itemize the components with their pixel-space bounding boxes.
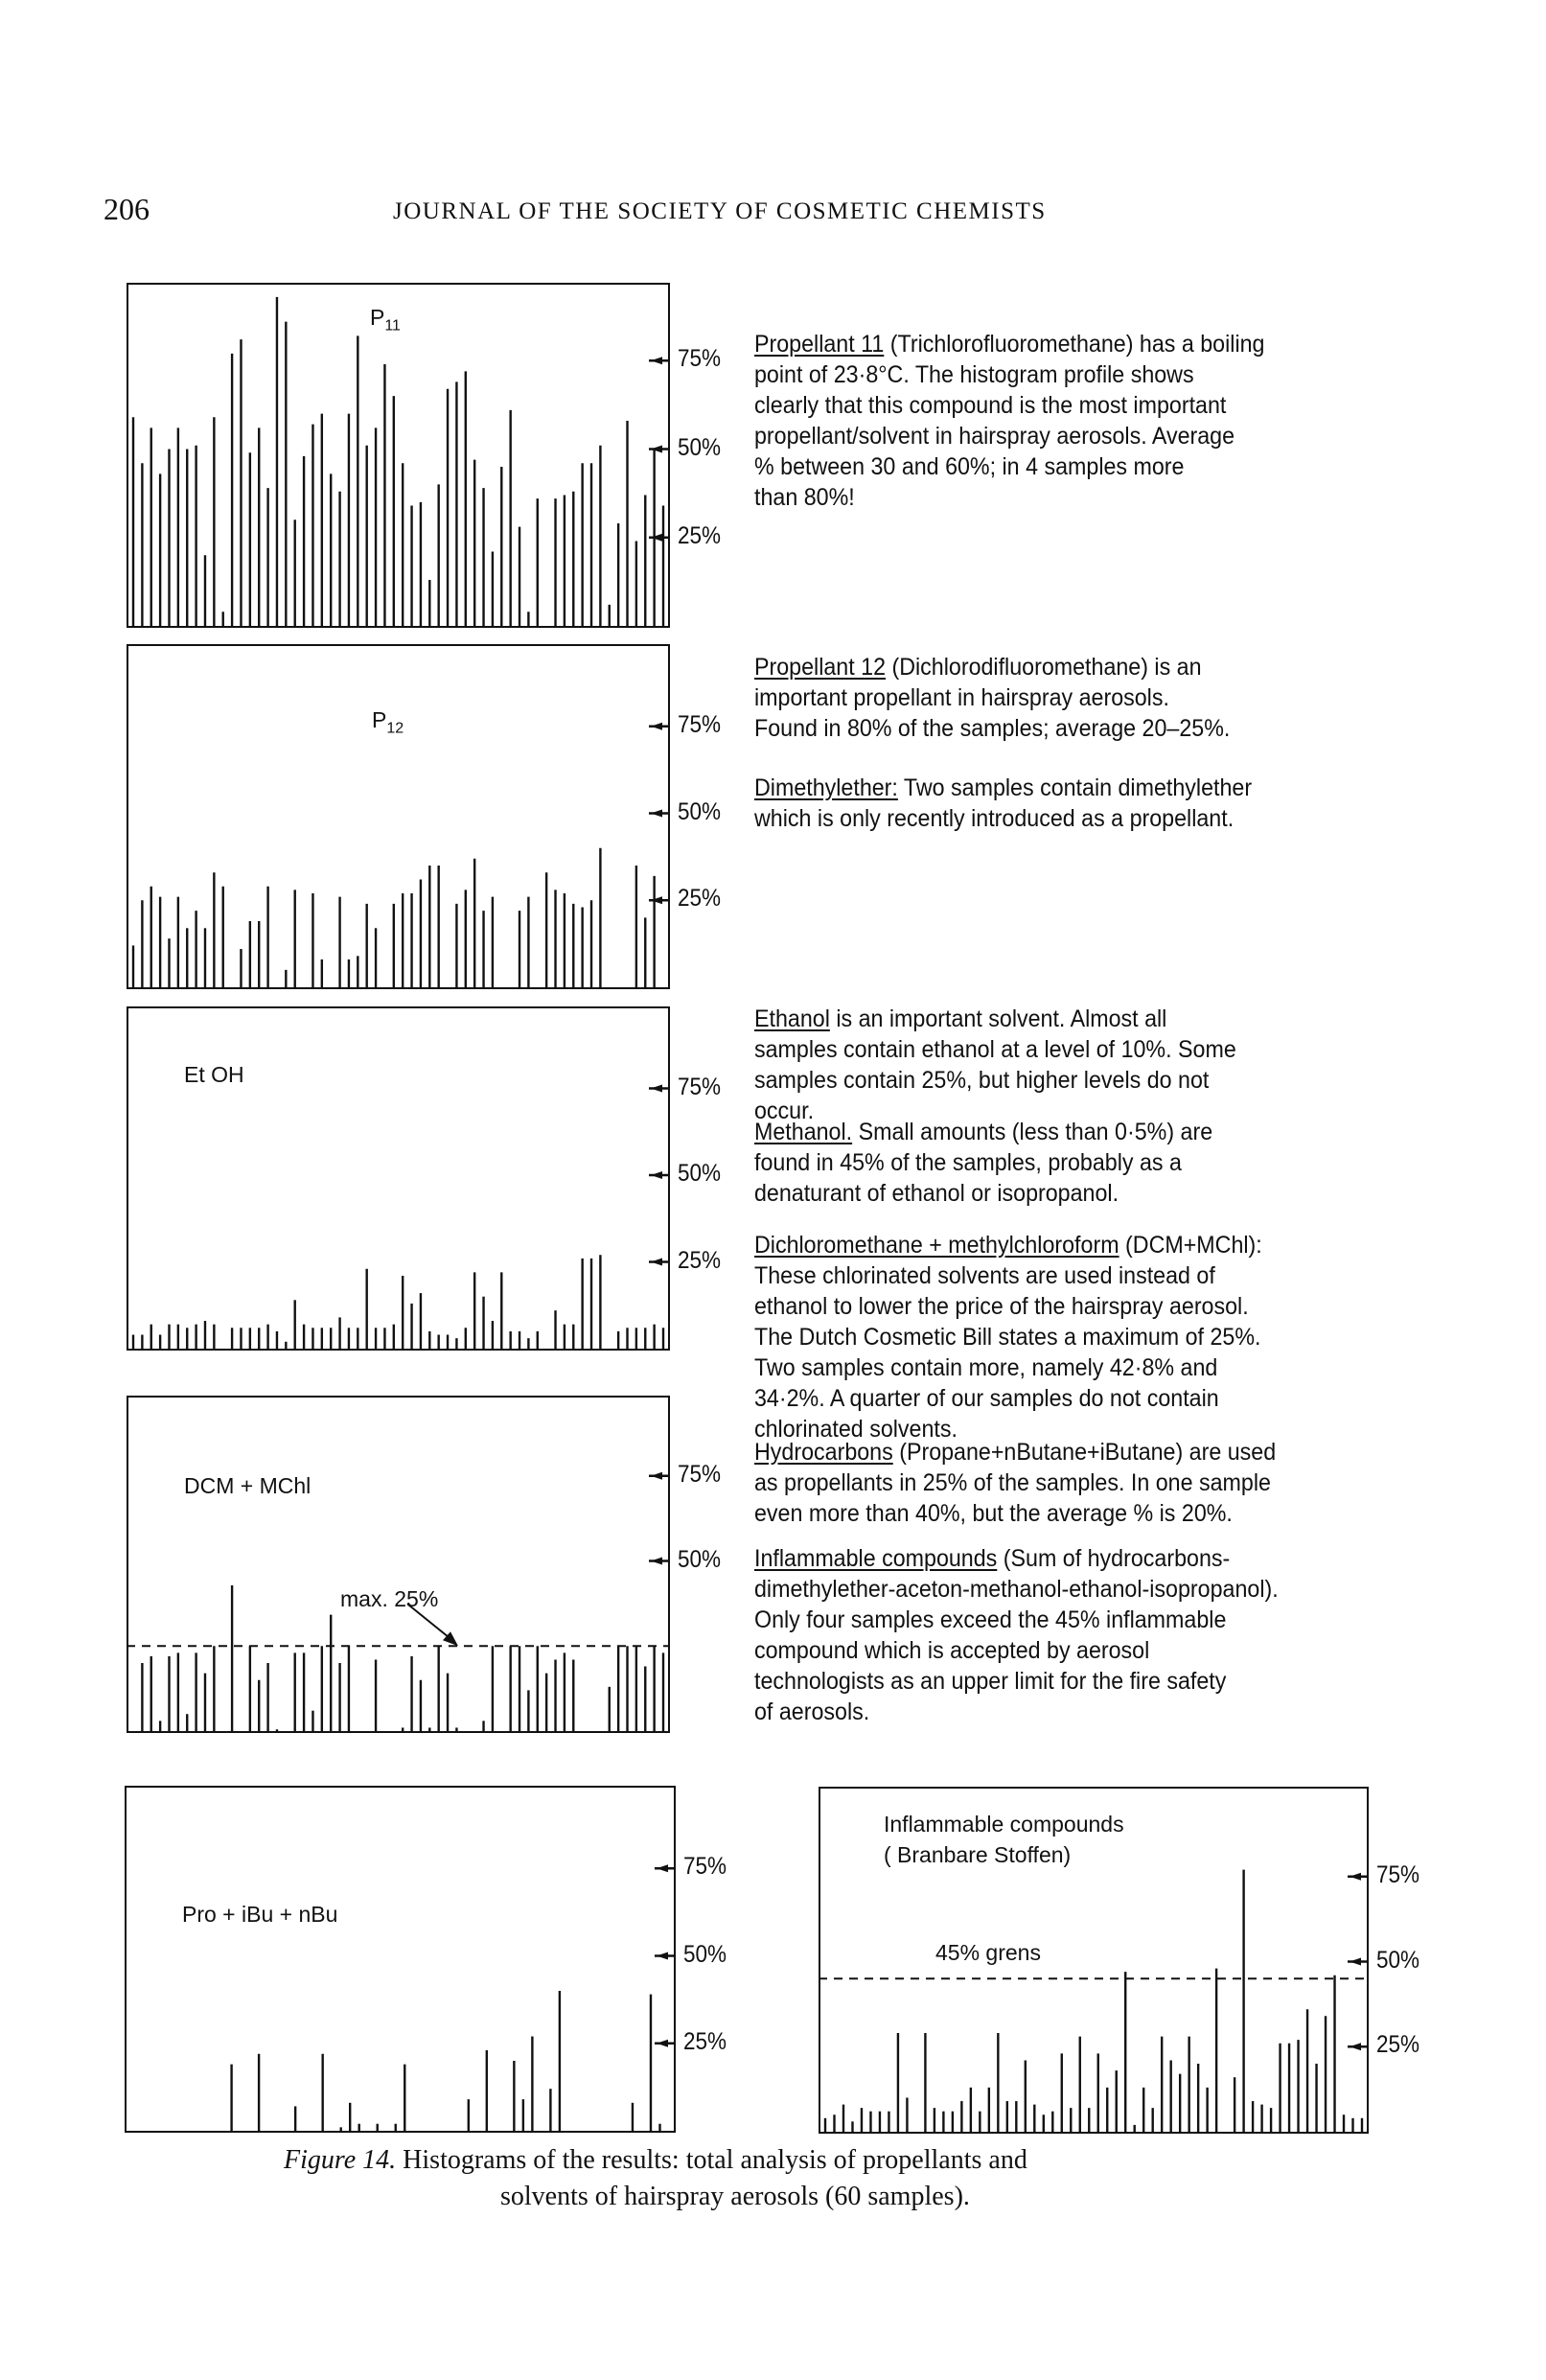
histogram-panel [127,644,670,989]
paragraph-line: point of 23·8°C. The histogram profile shows [754,361,1194,388]
paragraph-line: compound which is accepted by aerosol [754,1637,1150,1664]
tick-label: 25% [1376,2031,1420,2059]
tick-label: 50% [678,1160,722,1187]
paragraph-text: (Trichlorofluoromethane) has a boiling [884,331,1265,358]
paragraph-line: denaturant of ethanol or isopropanol. [754,1180,1119,1207]
text-paragraph [754,329,1264,513]
paragraph-line: clearly that this compound is the most important [754,392,1227,419]
tick-label: 25% [678,885,722,913]
tick-label: 25% [678,521,722,549]
paragraph-line: Only four samples exceed the 45% inflammable [754,1606,1227,1633]
paragraph-line [754,652,1230,682]
reference-line-label: max. 25% [340,1586,439,1612]
paragraph-line: of aerosols. [754,1698,870,1725]
panel-title [184,1473,311,1499]
tick-label: 75% [678,710,722,738]
tick-label: 25% [683,2027,727,2055]
panel-title [182,1902,337,1928]
paragraph-line: propellant/solvent in hairspray aerosols. Average [754,423,1235,450]
text-paragraph [754,1543,1279,1727]
figure-caption-line-1 [284,2145,1027,2176]
paragraph-text: (DCM+MChl): [1119,1232,1262,1259]
paragraph-line: technologists as an upper limit for the fire safety [754,1668,1227,1695]
paragraph-lead-term: Dichloromethane + methylchloroform [754,1232,1119,1259]
tick-label: 50% [678,1545,722,1573]
journal-title: JOURNAL OF THE SOCIETY OF COSMETIC CHEMISTS [393,198,1047,224]
histogram-panel [819,1787,1369,2134]
paragraph-line: samples contain 25%, but higher levels do not [754,1067,1210,1094]
paragraph-line [754,1437,1276,1467]
text-paragraph [754,1437,1276,1529]
text-paragraph [754,1004,1236,1126]
paragraph-line [754,1117,1212,1147]
paragraph-lead-term: Methanol. [754,1119,853,1145]
paragraph-text: Small amounts (less than 0·5%) are [852,1119,1213,1145]
paragraph-line: found in 45% of the samples, probably as a [754,1149,1182,1176]
paragraph-line: These chlorinated solvents are used instead of [754,1262,1215,1289]
paragraph-line: which is only recently introduced as a propellant. [754,805,1234,832]
histogram-panel [125,1786,676,2133]
tick-label: 75% [1376,1860,1420,1888]
panel-title-subscript: 12 [386,720,404,737]
panel-title-text: Inflammable compounds [884,1812,1124,1837]
text-paragraph [754,652,1230,744]
paragraph-line [754,1004,1236,1034]
paragraph-lead-term: Inflammable compounds [754,1545,998,1572]
tick-label: 50% [1376,1946,1420,1974]
paragraph-lead-term: Dimethylether: [754,774,898,801]
paragraph-line: as propellants in 25% of the samples. In one sample [754,1469,1271,1496]
paragraph-line: samples contain ethanol at a level of 10%. Some [754,1036,1236,1063]
paragraph-text: (Dichlorodifluoromethane) is an [886,654,1202,681]
paragraph-line: The Dutch Cosmetic Bill states a maximum of 25%. [754,1324,1261,1351]
paragraph-lead-term: Ethanol [754,1005,830,1032]
panel-title-text: DCM + MChl [184,1473,312,1498]
tick-label: 75% [678,345,722,373]
paragraph-line [754,1230,1262,1260]
figure-label: Figure 14. [284,2145,397,2175]
panel-subtitle: ( Branbare Stoffen) [884,1842,1072,1867]
paragraph-line: chlorinated solvents. [754,1416,958,1443]
paragraph-line: Found in 80% of the samples; average 20–25%. [754,715,1231,742]
paragraph-text: (Propane+nButane+iButane) are used [892,1439,1277,1466]
panel-title-subscript: 11 [384,317,401,335]
paragraph-line: Two samples contain more, namely 42·8% and [754,1354,1218,1381]
paragraph-line: % between 30 and 60%; in 4 samples more [754,453,1185,480]
paragraph-line: dimethylether-aceton-methanol-ethanol-isopropanol). [754,1576,1279,1603]
tick-label: 75% [683,1853,727,1881]
paragraph-lead-term: Propellant 11 [754,331,885,358]
panel-title-text: P [370,305,385,330]
panel-title [184,1062,244,1088]
paragraph-lead-term: Propellant 12 [754,654,887,681]
page-number: 206 [104,192,150,226]
panel-title [372,707,404,738]
tick-label: 50% [678,433,722,461]
paragraph-lead-term: Hydrocarbons [754,1439,893,1466]
paragraph-line: occur. [754,1098,815,1124]
tick-label: 75% [678,1460,722,1488]
paragraph-line [754,773,1252,803]
histogram-panel [127,1396,670,1733]
histogram-panel [127,1006,670,1351]
paragraph-line [754,329,1264,359]
paragraph-line: than 80%! [754,484,855,511]
tick-label: 50% [683,1940,727,1968]
paragraph-line: important propellant in hairspray aerosols. [754,684,1169,711]
paragraph-line: 34·2%. A quarter of our samples do not contain [754,1385,1219,1412]
panel-title-text: Et OH [184,1062,244,1087]
panel-title-text: Pro + iBu + nBu [182,1902,338,1927]
paragraph-text: Two samples contain dimethylether [897,774,1253,801]
paragraph-line [754,1543,1279,1574]
tick-label: 25% [678,1246,722,1274]
text-paragraph [754,1230,1262,1444]
panel-title-text: P [372,707,387,732]
reference-line-label: 45% grens [935,1940,1041,1966]
paragraph-line: even more than 40%, but the average % is 20%. [754,1500,1233,1527]
paragraph-text: (Sum of hydrocarbons- [997,1545,1231,1572]
paragraph-line: ethanol to lower the price of the hairspray aerosol. [754,1293,1249,1320]
panel-title [884,1812,1124,1837]
text-paragraph [754,1117,1212,1209]
figure-caption-line-2: solvents of hairspray aerosols (60 samples). [500,2182,970,2211]
panel-title [370,305,401,335]
caption-text: Histograms of the results: total analysis of propellants and [396,2145,1027,2175]
tick-label: 50% [678,797,722,825]
text-paragraph [754,773,1252,834]
paragraph-text: is an important solvent. Almost all [829,1005,1167,1032]
tick-label: 75% [678,1073,722,1100]
